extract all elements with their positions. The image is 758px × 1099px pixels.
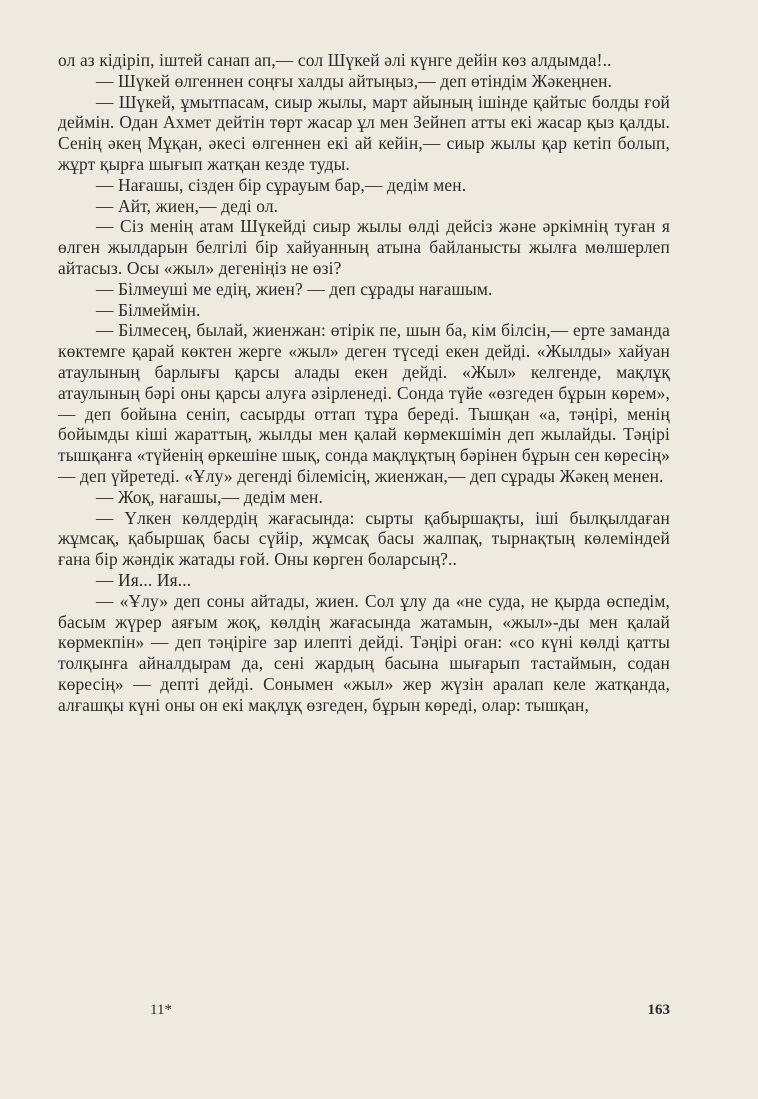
paragraph-8: — Білмеймін. (96, 299, 201, 320)
paragraph-12: — Ия... Ия... (96, 569, 192, 590)
paragraph-4: — Нағашы, сізден бір сұрауым бар,— дедім мен. (96, 174, 467, 195)
paragraph-7: — Білмеуші ме едің, жиен? — деп сұрады нағашым. (96, 278, 493, 299)
paragraph-10: — Жоқ, нағашы,— дедім мен. (96, 486, 323, 507)
paragraph-11: — Үлкен көлдердің жағасында: сырты қабыршақты, іші былқылдаған жұмсақ, қабыршақ басы сүйір, жұмсақ басы жалпақ, тырнақтың көлеміндей ғана бір жәндік жатады ғой. Оны көрген боларсың?.. (58, 507, 670, 570)
page-footer (58, 1002, 670, 1026)
signature-mark: 11* (150, 1002, 172, 1018)
paragraph-2: — Шүкей өлгеннен соңғы халды айтыңыз,— деп өтіндім Жәкеңнен. (96, 70, 613, 91)
page-number: 163 (647, 1002, 670, 1018)
paragraph-13: — «Ұлу» деп соны айтады, жиен. Сол ұлу да «не суда, не қырда өспедім, басым жүрер аяғым жоқ, көлдің жағасында жатамын, «жыл»-ды мен қалай көрмекпін» — деп тәңіріге зар илепті дейді. Тәңірі оған: «со күні көлді қатты толқынға айналдырам да, сені жардың басына шығарып тастаймын, содан көресің» — депті дейді. Сонымен «жыл» жер жүзін аралап келе жатқанда, алғашқы күні оны он екі мақлұқ өзгеден, бұрын көреді, олар: тышқан, (58, 590, 670, 715)
paragraph-5: — Айт, жиен,— деді ол. (96, 195, 279, 216)
paragraph-1: ол аз кідіріп, іштей санап ап,— сол Шүкей әлі күнге дейін көз алдымда!.. (58, 50, 612, 70)
page-body-text (58, 50, 670, 716)
paragraph-6: — Сіз менің атам Шүкейді сиыр жылы өлді дейсіз және әркімнің туған я өлген жылдарын белгілі бір хайуанның атына байланысты жылға мөлшерлеп айтасыз. Осы «жыл» дегеніңіз не өзі? (58, 216, 670, 278)
paragraph-3: — Шүкей, ұмытпасам, сиыр жылы, март айының ішінде қайтыс болды ғой деймін. Одан Ахмет дейтін төрт жасар ұл мен Зейнеп атты екі жасар қыз қалды. Сенің әкең Мұқан, әкесі өлгеннен екі ай кейін,— сиыр жылы қар кетіп болып, жұрт қырға шығып жатқан кезде туды. (58, 91, 670, 174)
paragraph-9: — Білмесең, былай, жиенжан: өтірік пе, шын ба, кім білсін,— ерте заманда көктемге қарай көктен жерге «жыл» деген түседі екен дейді. «Жылды» хайуан атаулының барлығы қарсы алады екен дейді. «Жыл» келгенде, мақлұқ атаулының бәрі оны қарсы алуға әзірленеді. Сонда түйе «өзгеден бұрын көрем»,— деп бойына сеніп, сасырды оттап тұра береді. Тышқан «а, тәңірі, менің бойымды кіші жараттың, жылды мен қалай көрмекшімін деп жылайды. Тәңірі тышқанға «түйенің өркешіне шық, сонда мақлұқтың бәрінен бұрын сен көресің» — деп үйретеді. «Ұлу» дегенді білемісің, жиенжан,— деп сұрады Жәкең менен. (58, 320, 670, 486)
